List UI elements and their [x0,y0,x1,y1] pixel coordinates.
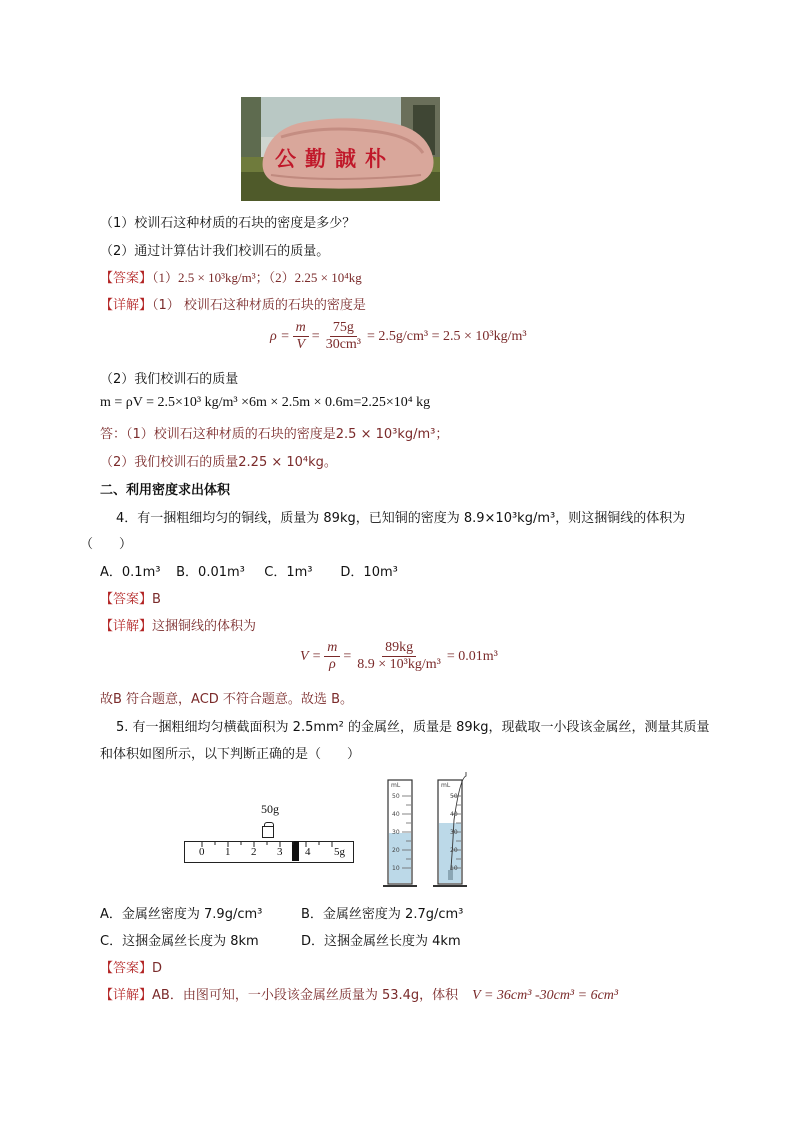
scale-tick-3: 3 [277,846,283,858]
eq-lhs: ρ = [270,328,290,344]
cylinder-2-tick-20: 20 [450,847,458,854]
answer-tag: 【答案】 [100,592,153,607]
section-title: 二、利用密度求出体积 [100,483,231,498]
measuring-cylinder-1 [380,775,420,893]
q4-stem-line-2: （ ） [80,537,133,552]
fraction-mass-over-volume: $\frac{75g}{\text{30cm³}}$ [325,320,362,352]
motto-stone-photo [241,97,440,201]
q5-answer-text: D [152,961,163,976]
q5-stem-line-2: 和体积如图所示，以下判断正确的是（ ） [100,747,361,762]
q5-stem-line-1: 5. 有一捆粗细均匀横截面积为 2.5mm² 的金属丝，质量是 89kg，现截取一小段该金属丝，测量其质量 [116,720,710,735]
q5-detail-text: AB．由图可知，一小段该金属丝质量为 53.4g，体积 [152,988,459,1003]
q4-answer-text: B [152,592,161,607]
cylinder-1-tick-50: 50 [392,793,400,800]
q4-option-a: A．0.1m³ [100,565,161,580]
q3-sub-question-1: （1）校训石这种材质的石块的密度是多少？ [100,216,356,231]
cylinder-1-art [380,775,420,893]
cylinder-2-unit: mL [441,782,451,789]
cylinder-1-tick-40: 40 [392,811,400,818]
q3-sub-question-2: （2）通过计算估计我们校训石的质量。 [100,244,330,259]
detail-tag: 【详解】 [100,619,153,634]
q5-answer [100,957,162,976]
detail-tag: 【详解】 [100,298,153,313]
scale-tick-2: 2 [251,846,257,858]
scale-tick-0: 0 [199,846,205,858]
balance-scale-figure [184,800,354,864]
measuring-cylinder-2 [430,770,472,893]
weight-label: 50g [261,802,279,816]
cylinder-1-unit: mL [391,782,401,789]
answer-tag: 【答案】 [100,271,153,286]
q4-detail [100,615,256,634]
weight-body [262,826,274,838]
q3-detail [100,294,366,313]
q3-final-answer-2: （2）我们校训石的质量2.25 × 10⁴kg。 [100,455,337,470]
detail-tag: 【详解】 [100,988,153,1003]
q4-options [100,561,398,580]
cylinder-2-tick-10: 10 [450,865,458,872]
fraction-mass-over-density: $\frac{89kg}{\text{8.9 × 10³kg/m³}}$ [357,640,441,672]
scale-tick-1: 1 [225,846,231,858]
fraction-m-over-rho: $\frac{m}{\rho}$ [324,640,340,673]
q3-detail-2: （2）我们校训石的质量 [100,372,239,387]
q4-option-c: C．1m³ [264,565,313,580]
stone-inscription: 公勤誠朴 [275,146,395,171]
eq-result: = 2.5g/cm³ = 2.5 × 10³kg/m³ [367,328,527,344]
scale-ticks-art [184,841,354,863]
q4-stem-line-1: 4．有一捆粗细均匀的铜线，质量为 89kg，已知铜的密度为 8.9×10³kg/m³，则这捆铜线的体积为 [116,511,686,526]
cylinder-1-tick-10: 10 [392,865,400,872]
scale-tick-5: 5g [334,846,345,858]
q5-detail [100,984,618,1004]
q3-density-equation: ρ = $\frac{m}{V}$ = $\frac{75g}{\text{30cm³}}$ = 2.5g/cm³ = 2.5 × 10³kg/m³ [270,320,527,352]
q3-final-answer-1: 答：（1）校训石这种材质的石块的密度是2.5 × 10³kg/m³； [100,427,449,442]
q4-answer [100,588,161,607]
cylinder-1-tick-20: 20 [392,847,400,854]
q4-conclusion: 故B 符合题意，ACD 不符合题意。故选 B。 [100,692,353,707]
cylinder-1-tick-30: 30 [392,829,400,836]
q3-answer-text: （1）2.5 × 10³kg/m³；（2）2.25 × 10⁴kg [152,270,362,285]
cylinder-2-tick-40: 40 [450,811,458,818]
scale-tick-4: 4 [305,846,311,858]
q3-mass-equation: m = ρV = 2.5×10³ kg/m³ ×6m × 2.5m × 0.6m=2.25×10⁴ kg [100,395,431,410]
q3-answer [100,267,362,286]
q5-option-b: B．金属丝密度为 2.7g/cm³ [301,907,464,922]
q4-volume-equation: V = $\frac{m}{\rho}$ = $\frac{89kg}{\text{8.9 × 10³kg/m³}}$ = 0.01m³ [300,640,498,672]
fraction-m-over-v: $\frac{m}{V}$ [293,320,309,353]
q5-option-c: C．这捆金属丝长度为 8km [100,934,259,949]
cylinder-2-tick-50: 50 [450,793,458,800]
cylinder-2-tick-30: 30 [450,829,458,836]
q5-detail-equation: V = 36cm³ -30cm³ = 6cm³ [472,988,619,1003]
q4-option-b: B．0.01m³ [176,565,245,580]
q4-detail-text: 这捆铜线的体积为 [152,619,257,634]
q5-option-d: D．这捆金属丝长度为 4km [301,934,461,949]
q5-option-a: A．金属丝密度为 7.9g/cm³ [100,907,263,922]
answer-tag: 【答案】 [100,961,153,976]
q3-detail-text: （1） 校训石这种材质的石块的密度是 [152,298,366,313]
q4-option-d: D．10m³ [340,565,398,580]
